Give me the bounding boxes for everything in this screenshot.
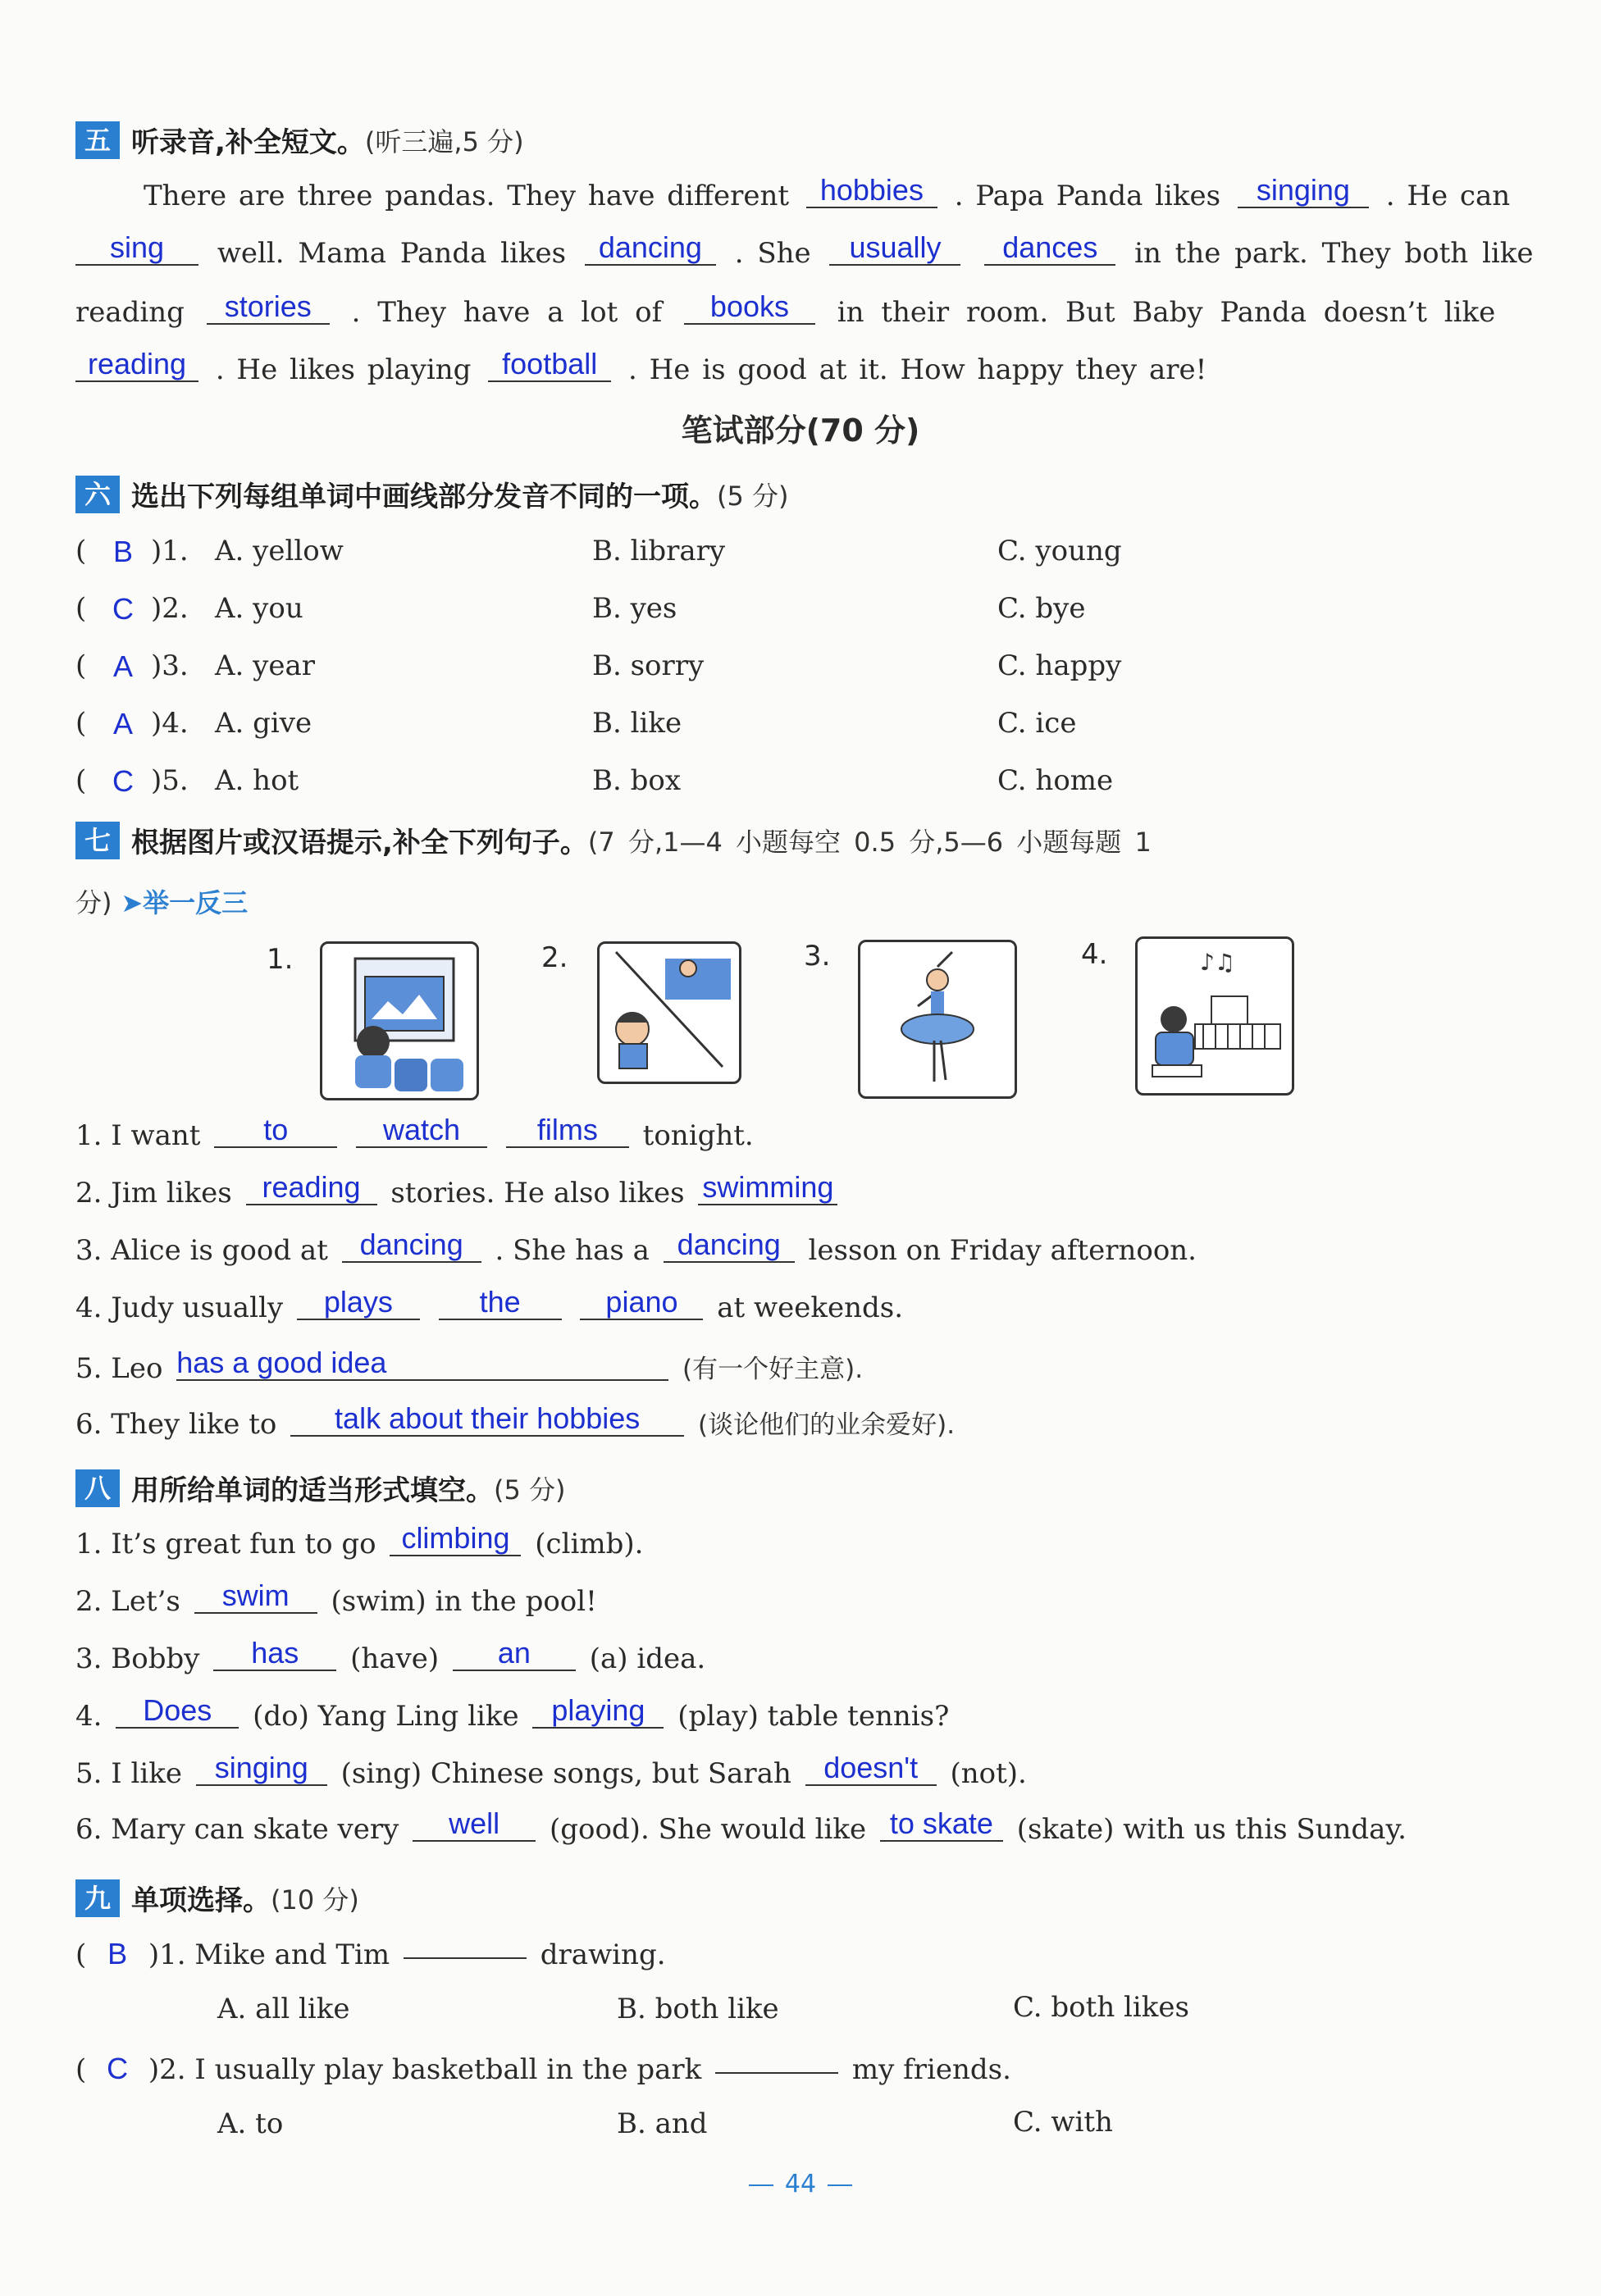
answer-blank[interactable]: climbing	[390, 1522, 521, 1556]
text: (climb).	[535, 1528, 644, 1560]
question-text: )2. I usually play basketball in the park	[148, 2053, 702, 2086]
option-a[interactable]: A. yellow	[215, 535, 344, 567]
paren-open: (	[75, 1938, 87, 1971]
picture-ballet	[858, 940, 1017, 1099]
pronunciation-question	[75, 707, 1552, 748]
page-number-footer	[0, 2170, 1601, 2198]
text: 5. Leo	[75, 1352, 163, 1385]
question-number: )4.	[151, 707, 189, 740]
option-b[interactable]: B. sorry	[592, 649, 705, 682]
text: (not).	[950, 1757, 1027, 1790]
answer-choice[interactable]: C	[112, 764, 134, 798]
option-a[interactable]: A. give	[215, 707, 312, 740]
text: 6. They like to	[75, 1408, 277, 1441]
swimming-illustration	[600, 944, 739, 1082]
option-c[interactable]: C. home	[997, 764, 1114, 797]
text: 4. Judy usually	[75, 1292, 284, 1324]
sentence-8-4	[75, 1693, 950, 1733]
option-c[interactable]: C. with	[1013, 2106, 1113, 2139]
text: (good). She would like	[549, 1813, 867, 1846]
option-b[interactable]: B. yes	[592, 592, 677, 625]
sentence-7-3	[75, 1228, 1197, 1268]
answer-blank[interactable]: has a good idea	[176, 1346, 668, 1381]
pronunciation-question	[75, 764, 1552, 805]
section-number: 九	[75, 1879, 120, 1917]
option-b[interactable]: B. library	[592, 535, 726, 567]
sentence-7-2	[75, 1170, 842, 1210]
answer-blank[interactable]: swim	[194, 1579, 317, 1614]
text: . He is good at it. How happy they are!	[628, 353, 1207, 386]
chinese-hint: (有一个好主意).	[682, 1355, 864, 1384]
text: . He can	[1385, 180, 1511, 212]
svg-text:♪♫: ♪♫	[1200, 949, 1235, 976]
option-c[interactable]: C. happy	[997, 649, 1122, 682]
question-number: )5.	[151, 764, 189, 797]
option-b[interactable]: B. and	[617, 2107, 708, 2140]
picture-label: 3.	[804, 940, 831, 973]
cinema-illustration	[322, 944, 477, 1098]
answer-choice[interactable]: C	[107, 2052, 129, 2085]
answer-blank[interactable]: to	[214, 1114, 337, 1148]
section-title: 用所给单词的适当形式填空。	[131, 1474, 494, 1507]
text: stories. He also likes	[390, 1177, 685, 1210]
section-title: 根据图片或汉语提示,补全下列句子。	[131, 827, 588, 859]
sentence-7-1	[75, 1113, 754, 1153]
mc-question-2	[75, 2052, 1011, 2086]
text: . He likes playing	[215, 353, 472, 386]
text: at weekends.	[717, 1292, 904, 1324]
answer-blank[interactable]: has	[213, 1637, 336, 1671]
answer-blank[interactable]: dancing	[664, 1228, 795, 1263]
paren-open: (	[75, 649, 87, 682]
answer-blank[interactable]: doesn't	[805, 1752, 937, 1786]
written-part-title: 笔试部分(70 分)	[681, 412, 920, 449]
question-text: )1. Mike and Tim	[148, 1938, 390, 1971]
section-7-header	[75, 820, 1152, 860]
text: 2. Jim likes	[75, 1177, 232, 1210]
answer-blank[interactable]: an	[453, 1637, 576, 1671]
section-score: (10 分)	[271, 1884, 359, 1916]
picture-label: 4.	[1081, 938, 1108, 971]
question-number: )2.	[151, 592, 189, 625]
section-7-header-cont	[75, 882, 248, 920]
answer-blank[interactable]: singing	[196, 1752, 327, 1786]
answer-choice[interactable]: A	[112, 707, 133, 740]
paren-open: (	[75, 764, 87, 797]
answer-blank[interactable]	[715, 2072, 838, 2074]
divider	[828, 2184, 852, 2186]
text: in their room. But Baby Panda doesn’t like	[837, 296, 1496, 329]
option-c[interactable]: C. both likes	[1013, 1991, 1189, 2024]
text: 6. Mary can skate very	[75, 1813, 399, 1846]
answer-blank[interactable]: football	[488, 348, 611, 382]
answer-blank[interactable]: usually	[829, 231, 960, 266]
text: 5. I like	[75, 1757, 182, 1790]
answer-blank[interactable]: stories	[207, 290, 330, 325]
option-b[interactable]: B. like	[592, 707, 682, 740]
option-a[interactable]: A. hot	[215, 764, 299, 797]
option-a[interactable]: A. year	[215, 649, 316, 682]
sentence-7-6	[75, 1401, 956, 1442]
answer-choice[interactable]: A	[112, 649, 133, 683]
text: well. Mama Panda likes	[217, 237, 567, 270]
option-b[interactable]: B. both like	[617, 1993, 779, 2025]
section-8-header	[75, 1468, 566, 1508]
text: (swim) in the pool!	[331, 1585, 597, 1618]
answer-blank[interactable]	[404, 1957, 527, 1959]
text: 3. Alice is good at	[75, 1234, 328, 1267]
pronunciation-question	[75, 535, 1552, 576]
answer-choice[interactable]: B	[107, 1937, 128, 1970]
text: . She has a	[495, 1234, 650, 1267]
text: 1. It’s great fun to go	[75, 1528, 376, 1560]
text: (a) idea.	[589, 1642, 706, 1675]
text: (have)	[350, 1642, 440, 1675]
picture-label: 2.	[541, 941, 568, 974]
question-text: my friends.	[851, 2053, 1011, 2086]
section-score: (7 分,1—4 小题每空 0.5 分,5—6 小题每题 1	[587, 826, 1152, 858]
divider	[749, 2184, 773, 2186]
section-score: (5 分)	[494, 1474, 566, 1506]
answer-blank[interactable]: books	[684, 290, 815, 325]
text: (sing) Chinese songs, but Sarah	[340, 1757, 791, 1790]
answer-blank[interactable]: watch	[356, 1114, 487, 1148]
section-5-header	[75, 120, 524, 160]
paren-open: (	[75, 707, 87, 740]
option-a[interactable]: A. you	[215, 592, 303, 625]
text: (do) Yang Ling like	[253, 1700, 519, 1733]
answer-blank[interactable]: dancing	[342, 1228, 481, 1263]
sentence-8-1	[75, 1521, 644, 1561]
passage-line-1	[144, 173, 1511, 213]
option-c[interactable]: C. young	[997, 535, 1122, 567]
text: . Papa Panda likes	[954, 180, 1221, 212]
paren-open: (	[75, 2053, 87, 2086]
text: There are three pandas. They have different	[144, 180, 790, 212]
answer-blank[interactable]: reading	[75, 348, 198, 382]
answer-blank[interactable]: dancing	[585, 231, 716, 266]
answer-blank[interactable]: singing	[1238, 174, 1369, 208]
option-a[interactable]: A. all like	[217, 1993, 350, 2025]
question-number: )3.	[151, 649, 189, 682]
pronunciation-question	[75, 592, 1552, 633]
option-c[interactable]: C. ice	[997, 707, 1077, 740]
answer-blank[interactable]: swimming	[698, 1171, 837, 1205]
answer-blank[interactable]: piano	[580, 1286, 703, 1320]
section-number: 五	[75, 121, 120, 159]
answer-choice[interactable]: C	[112, 592, 134, 626]
section-score-cont: 分)	[75, 887, 112, 918]
answer-blank[interactable]: dances	[984, 231, 1115, 266]
text: (skate) with us this Sunday.	[1016, 1813, 1407, 1846]
answer-blank[interactable]: hobbies	[806, 174, 937, 208]
option-a[interactable]: A. to	[217, 2107, 284, 2140]
pronunciation-question	[75, 649, 1552, 690]
answer-blank[interactable]: to skate	[880, 1807, 1003, 1842]
text: 2. Let’s	[75, 1585, 180, 1618]
chinese-hint: (谈论他们的业余爱好).	[698, 1410, 956, 1440]
section-title: 单项选择。	[131, 1884, 271, 1917]
sentence-7-5	[75, 1348, 863, 1386]
text: lesson on Friday afternoon.	[808, 1234, 1197, 1267]
text: 3. Bobby	[75, 1642, 200, 1675]
passage-line-4	[75, 347, 1207, 387]
sentence-8-6	[75, 1806, 1407, 1847]
sentence-7-4	[75, 1285, 904, 1325]
answer-blank[interactable]: well	[413, 1807, 536, 1842]
section-title: 听录音,补全短文。	[131, 126, 365, 159]
ballet-dancer-illustration	[860, 942, 1015, 1096]
text: 4.	[75, 1700, 103, 1733]
picture-cinema	[320, 941, 479, 1100]
answer-choice[interactable]: B	[112, 535, 133, 568]
mc-question-1	[75, 1937, 666, 1971]
paren-open: (	[75, 592, 87, 625]
sentence-8-5	[75, 1751, 1027, 1791]
answer-blank[interactable]: plays	[297, 1286, 420, 1320]
section-number: 六	[75, 476, 120, 513]
option-c[interactable]: C. bye	[997, 592, 1086, 625]
section-number: 八	[75, 1469, 120, 1507]
passage-line-2	[75, 230, 1534, 271]
text: tonight.	[642, 1119, 754, 1152]
picture-piano	[1135, 936, 1294, 1096]
page-number: 44	[784, 2170, 817, 2198]
text: . She	[734, 237, 811, 270]
sentence-8-3	[75, 1636, 706, 1676]
picture-label: 1.	[267, 943, 294, 976]
section-title: 选出下列每组单词中画线部分发音不同的一项。	[131, 481, 717, 513]
section-6-header	[75, 474, 789, 514]
option-b[interactable]: B. box	[592, 764, 682, 797]
answer-blank[interactable]: films	[506, 1114, 629, 1148]
piano-illustration	[1138, 939, 1292, 1093]
text: (play) table tennis?	[677, 1700, 950, 1733]
paren-open: (	[75, 535, 87, 567]
picture-swimming	[597, 941, 741, 1084]
text: in the park. They both like	[1134, 237, 1534, 270]
question-number: )1.	[151, 535, 189, 567]
answer-blank[interactable]: sing	[75, 231, 198, 266]
text: . They have a lot of	[351, 296, 663, 329]
answer-blank[interactable]: talk about their hobbies	[290, 1402, 684, 1437]
answer-blank[interactable]: reading	[246, 1171, 377, 1205]
text: 1. I want	[75, 1119, 201, 1152]
text: reading	[75, 296, 185, 329]
sentence-8-2	[75, 1578, 597, 1619]
answer-blank[interactable]: playing	[532, 1694, 664, 1729]
question-text: drawing.	[540, 1938, 666, 1971]
practice-more-link[interactable]: ➤举一反三	[121, 887, 249, 918]
answer-blank[interactable]: the	[439, 1286, 562, 1320]
section-score: (5 分)	[717, 480, 789, 512]
passage-line-3	[75, 289, 1496, 330]
section-number: 七	[75, 822, 120, 859]
section-9-header	[75, 1878, 359, 1918]
section-score: (听三遍,5 分)	[364, 125, 524, 157]
answer-blank[interactable]: Does	[116, 1694, 239, 1729]
